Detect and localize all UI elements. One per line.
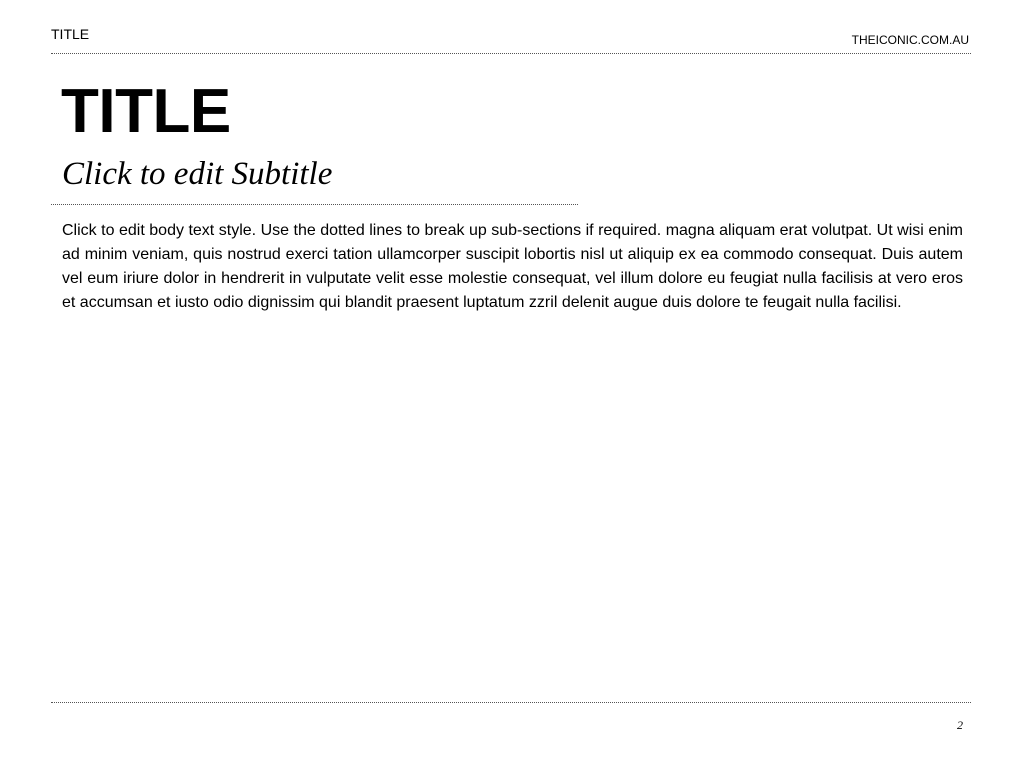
slide-subtitle: Click to edit Subtitle (62, 156, 333, 192)
body-text: Click to edit body text style. Use the dotted lines to break up sub-sections if required. magna aliquam erat volutpat. Ut wisi enim ad minim veniam, quis nostrud exerci tation ullamcorper suscipit lobortis nisl ut aliquip ex ea commodo consequat. Duis autem vel eum iriure dolor in hendrerit in vulputate velit esse molestie consequat, vel illum dolore eu feugiat nulla facilisis at vero eros et accumsan et iusto odio dignissim qui blandit praesent luptatum zzril delenit augue duis dolore te feugait nulla facilisi. (62, 222, 963, 311)
header-divider (51, 53, 971, 54)
header-site-name: THEICONIC.COM.AU (851, 33, 969, 47)
header-title: TITLE (51, 26, 90, 42)
footer-divider (51, 702, 971, 703)
slide-title: TITLE (61, 77, 231, 146)
page-number: 2 (957, 718, 963, 732)
subtitle-divider (51, 204, 578, 205)
